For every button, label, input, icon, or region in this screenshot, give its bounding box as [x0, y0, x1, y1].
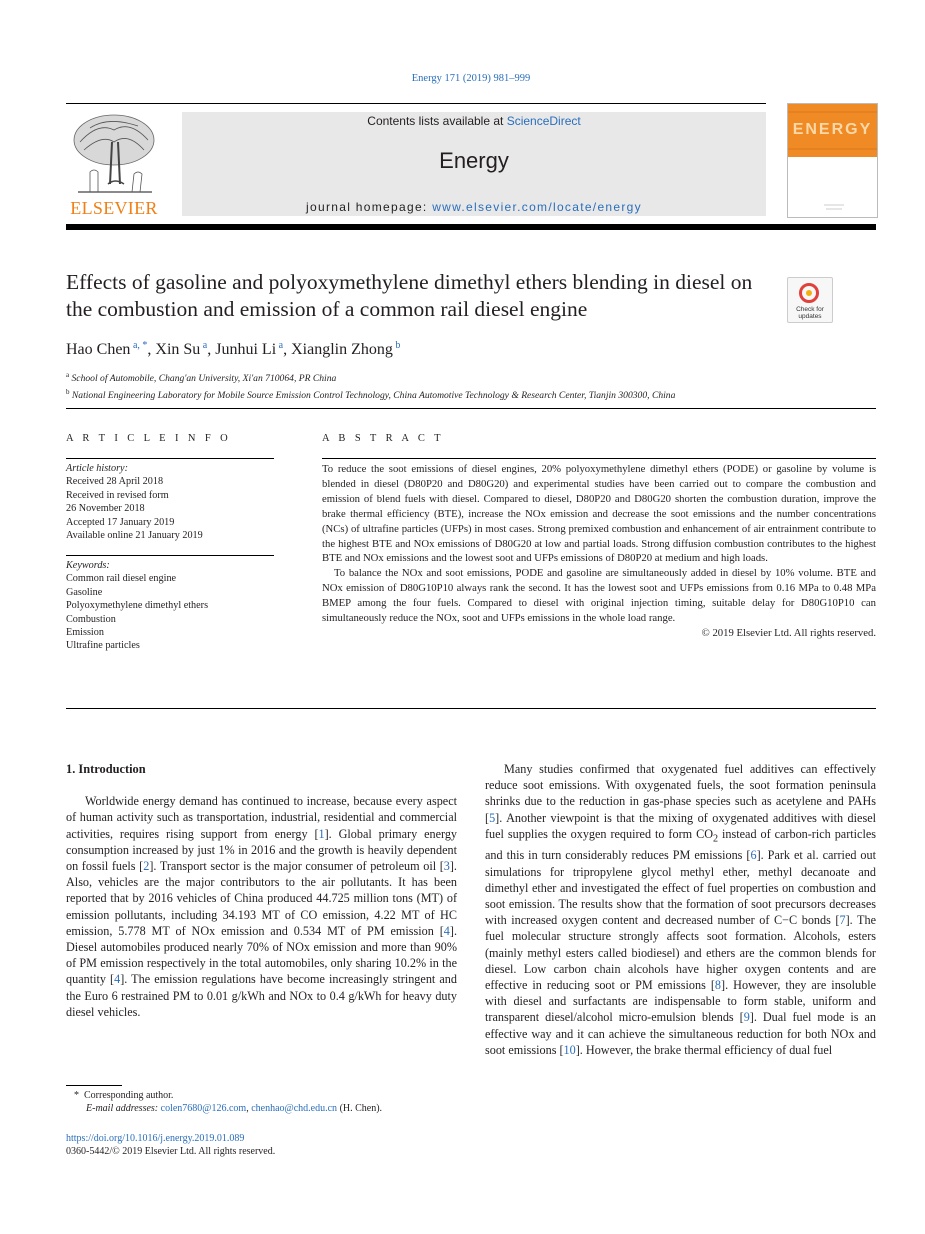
reference-link[interactable]: 1 [318, 826, 325, 841]
elsevier-tree-icon [68, 112, 160, 196]
author-affiliation-mark[interactable]: a [200, 340, 208, 351]
keywords-rule [66, 555, 274, 556]
contents-prefix: Contents lists available at [367, 114, 507, 128]
abstract-body [322, 462, 876, 641]
keyword-item: Polyoxymethylene dimethyl ethers [66, 600, 209, 612]
author-affiliation-mark[interactable]: a [276, 340, 284, 351]
article-info-rule [66, 458, 274, 459]
history-item: Received in revised form [66, 489, 169, 501]
cover-title: ENERGY [792, 121, 873, 138]
reference-link[interactable]: 9 [743, 1010, 750, 1025]
reference-link[interactable]: 4 [114, 972, 121, 987]
text-run: ]. However, they are insoluble with diesel and surfactants are indispensable to form stable, uniform and transparent diesel/alcohol micro-emulsion blends [ [485, 978, 876, 1025]
reference-link[interactable]: 8 [714, 978, 722, 993]
keyword-item: Ultrafine particles [66, 640, 140, 652]
reference-link[interactable]: 2 [143, 859, 150, 874]
email-suffix: (H. Chen). [337, 1103, 383, 1115]
doi-link[interactable]: https://doi.org/10.1016/j.energy.2019.01.089 [66, 1133, 245, 1144]
article-title: Effects of gasoline and polyoxymethylene dimethyl ethers blending in diesel on the combustion and emission of a common rail diesel engine [66, 270, 753, 321]
section-divider [66, 708, 876, 709]
author-list [66, 340, 400, 359]
journal-name: Energy [439, 148, 509, 173]
email-separator: , [246, 1103, 252, 1115]
keyword-item: Combustion [66, 613, 116, 625]
text-run: ]. The emission regulations have become increasingly stringent and the Euro 6 restrained PM to 0.01 g/kWh and NOx to 0.4 g/kWh for heavy duty diesel vehicles. [66, 972, 457, 1019]
footnotes [66, 1089, 382, 1116]
keywords [66, 559, 276, 653]
abstract-paragraph: To reduce the soot emissions of diesel engines, 20% polyoxymethylene dimethyl ethers (PODE) or gasoline by volume is blended in diesel (D80P20 and D80G20) and experimental studies have been carried out to compare the combustion and emission of blend fuels with diesel. Compared to diesel, D80P20 and D80G20 shorten the combustion duration, improve the brake thermal efficiency (BTE), increase the NOx emission and decrease the soot emissions and the number concentrations (NCs) of ultrafine particles (UFPs) in most cases. Strong premixed combustion and enhancement of air entrainment contribute to the highest BTE and NOx emissions of D80G20 at low and partial loads. Strong diffusion combustion contributes to the highest BTE and NOx emissions and the lowest soot and UFPs emissions of D80P20 at medium and high loads. [322, 463, 876, 565]
keyword-item: Emission [66, 627, 104, 639]
affiliation-mark: a [66, 371, 70, 379]
author-name[interactable]: Xin Su [155, 341, 201, 358]
keywords-label: Keywords: [66, 560, 110, 571]
history-item: 26 November 2018 [66, 503, 145, 515]
corresponding-text: Corresponding author. [84, 1090, 174, 1101]
text-run: Worldwide energy demand has continued to increase, because every aspect of human activity such as transportation, industrial, residential and commercial activities, requires rising support from energy [ [66, 794, 457, 841]
email-link[interactable]: colen7680@126.com [160, 1103, 247, 1115]
author-affiliation-mark[interactable]: a, * [130, 340, 148, 351]
reference-link[interactable]: 7 [839, 913, 846, 928]
history-item: Available online 21 January 2019 [66, 530, 203, 542]
elsevier-wordmark: ELSEVIER [70, 198, 158, 218]
affiliation-mark: b [66, 387, 70, 396]
history-label: Article history: [66, 463, 128, 474]
keyword-item: Gasoline [66, 586, 103, 598]
journal-masthead [182, 112, 766, 216]
history-item: Accepted 17 January 2019 [66, 516, 175, 528]
section-heading: 1. Introduction [66, 762, 146, 776]
body-column-right [485, 761, 876, 1058]
crossmark-icon [799, 283, 819, 303]
email-note [66, 1102, 382, 1115]
homepage-label: journal homepage: [306, 200, 433, 214]
abstract-copyright: © 2019 Elsevier Ltd. All rights reserved. [701, 626, 876, 639]
affiliation [66, 369, 675, 386]
check-for-updates-label: Check for updates [796, 306, 824, 320]
footnote-rule [66, 1085, 122, 1086]
issn-copyright: 0360-5442/© 2019 Elsevier Ltd. All rights reserved. [66, 1146, 276, 1158]
contents-line [182, 114, 766, 128]
affiliations [66, 369, 675, 402]
text-run: Many studies confirmed that oxygenated fuel additives can effectively reduce soot emissions. With oxygenated fuels, the soot formation peninsula shrinks due to the reduction in gas-phase species such as acetylene and PAHs [ [485, 762, 876, 825]
author-affiliation-mark[interactable]: b [392, 340, 401, 351]
text-run: ]. Also, vehicles are the major contributors to the air pollutants. It has been reported that by 2016 vehicles of China produced 44.725 million tons (MT) of emission pollutants, including 34.193 MT of CO emission, 4.22 MT of HC emission, 5.778 MT of NOx emission and 0.534 MT of PM emission [ [66, 859, 457, 938]
affiliation-text: School of Automobile, Chang'an University, Xi'an 710064, PR China [69, 373, 337, 384]
author-name[interactable]: Junhui Li [215, 341, 277, 358]
journal-homepage [182, 200, 766, 214]
header-thick-rule [66, 224, 876, 230]
text-run: ]. The fuel molecular structure strongly affects soot formation. Alcohols, esters (mainly methyl esters called biodiesel) and ethers are the common blends for diesel. Low carbon chain alcohols have higher oxygen contents and are effective in reducing soot or PM emissions [ [485, 913, 876, 993]
text-run: ]. Another viewpoint is that the mixing of oxygenated additives with diesel fuel supplies the oxygen required to form CO [485, 810, 876, 841]
subscript: 2 [713, 833, 719, 845]
section-divider [66, 408, 876, 409]
author-separator: , [207, 341, 216, 358]
abstract-rule [322, 458, 876, 459]
abstract-paragraph: To balance the NOx and soot emissions, PODE and gasoline are simultaneously added in diesel by 10% volume. BTE and NOx emission of D80G10P10 always rank the second. It has the lowest soot and UFPs emissions from 0.16 MPa to 0.48 MPa BMEP among the four fuels. Compared to diesel with original injection timing, suitable delay for D80G10P10 can simultaneously reduce the NOx, soot and UFPs emissions in the whole load range. [322, 567, 876, 625]
header-divider [66, 103, 766, 104]
email-label: E-mail addresses: [86, 1103, 161, 1115]
body-column-left [66, 761, 457, 1020]
text-run: ]. Diesel automobiles produced nearly 70% of NOx emission and more than 90% of PM emission respectively in the total automobiles, only sharing 10.2% in the quantity [ [66, 923, 457, 987]
affiliation [66, 386, 675, 403]
reference-link[interactable]: 6 [750, 848, 757, 863]
author-separator: , [283, 341, 292, 358]
homepage-link[interactable]: www.elsevier.com/locate/energy [432, 200, 642, 214]
text-run: ]. Transport sector is the major consumer of petroleum oil [ [149, 859, 444, 874]
article-info-heading: A R T I C L E I N F O [66, 433, 232, 444]
author-separator: , [147, 341, 156, 358]
cover-footer-icon [788, 157, 877, 217]
email-link[interactable]: chenhao@chd.edu.cn [251, 1103, 338, 1115]
journal-cover[interactable] [787, 103, 878, 218]
text-run: ]. However, the brake thermal efficiency of dual fuel [575, 1042, 833, 1057]
sciencedirect-link[interactable]: ScienceDirect [506, 114, 581, 128]
body-paragraph [66, 793, 457, 1020]
abstract-heading: A B S T R A C T [322, 433, 444, 444]
author-name[interactable]: Xianglin Zhong [291, 341, 393, 358]
author-name[interactable]: Hao Chen [66, 341, 131, 358]
text-run: instead of carbon-rich particles and this in turn considerably reduces PM emissions [ [485, 826, 876, 863]
elsevier-logo [66, 112, 162, 217]
text-run: ]. Park et al. carried out simulations for tripropylene glycol methyl ether, methyl decanoate and dimethyl ether and investigated the effect of fuel properties on combustion and soot emission. The results show that the formation of soot precursors decreases with increased oxygen content and decreased number of C−C bonds [ [485, 848, 877, 928]
text-run: ]. Dual fuel mode is an effective way and it can achieve the simultaneous reduction for both NOx and soot emissions [ [485, 1010, 876, 1057]
doi-block [66, 1132, 275, 1159]
keyword-item: Common rail diesel engine [66, 573, 177, 585]
history-item: Received 28 April 2018 [66, 476, 164, 488]
affiliation-text: National Engineering Laboratory for Mobile Source Emission Control Technology, China Automotive Technology & Research Center, Tianjin 300300, China [69, 389, 676, 401]
footnote-mark: * [74, 1090, 79, 1101]
journal-citation[interactable]: Energy 171 (2019) 981–999 [411, 73, 531, 84]
reference-link[interactable]: 3 [443, 859, 450, 874]
corresponding-author-note [66, 1089, 382, 1102]
article-history [66, 462, 276, 542]
text-run: ]. Global primary energy consumption increased by just 1% in 2016 and the growth is heavily dependent on fossil fuels [ [66, 826, 458, 874]
reference-link[interactable]: 10 [563, 1042, 576, 1057]
check-for-updates-badge[interactable] [787, 277, 833, 323]
reference-link[interactable]: 5 [489, 810, 496, 825]
body-paragraph [485, 761, 876, 1058]
reference-link[interactable]: 4 [443, 923, 450, 938]
